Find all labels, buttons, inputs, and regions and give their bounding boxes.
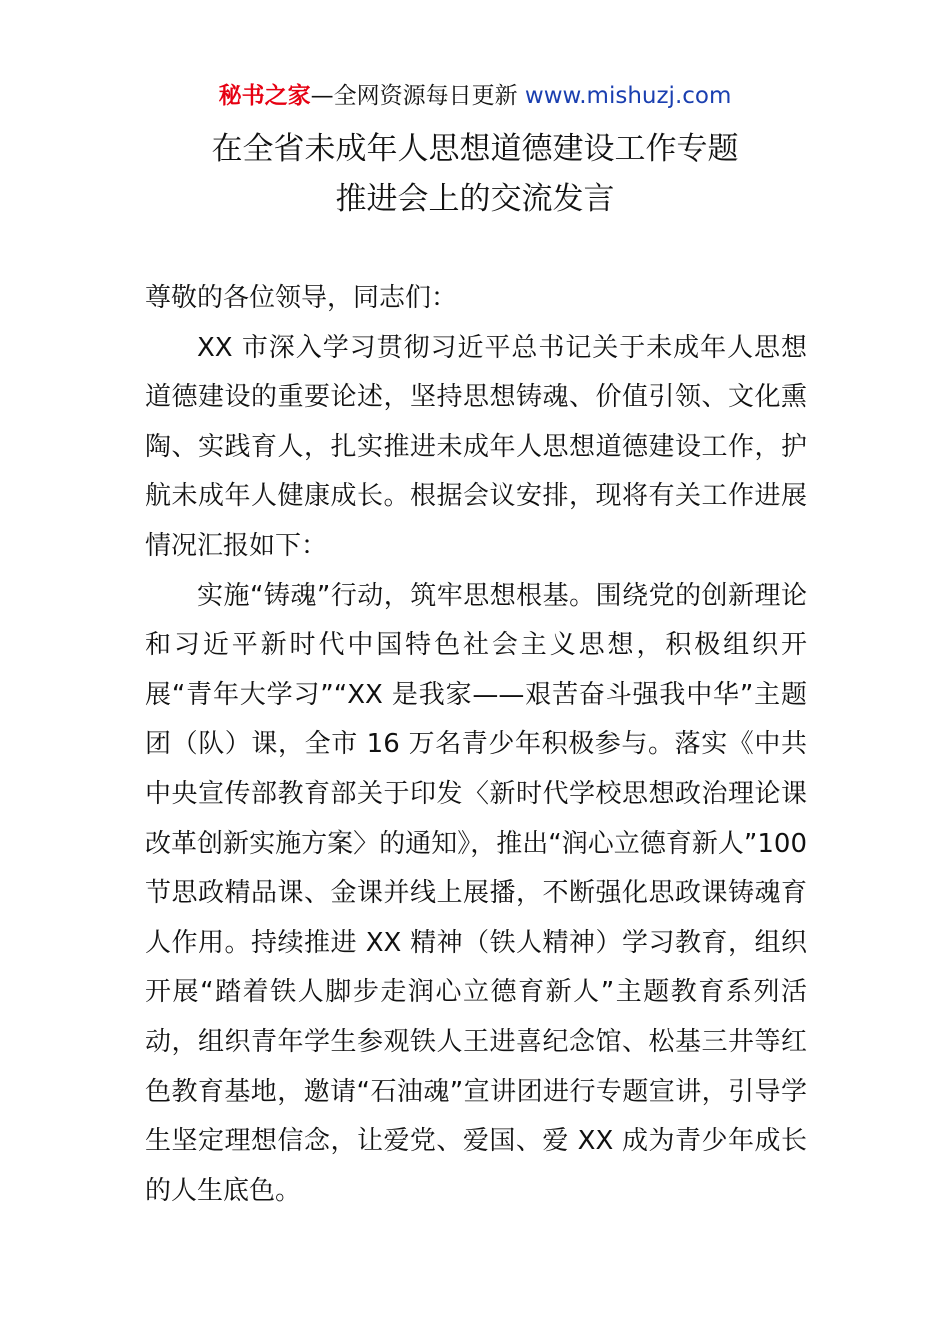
body-paragraph-soul-casting: 实施“铸魂”行动，筑牢思想根基。围绕党的创新理论和习近平新时代中国特色社会主义思想，积极组织开展“青年大学习”“XX 是我家——艰苦奋斗强我中华”主题团（队）课，全市 16 万名青少年积极参与。落实《中共中央宣传部教育部关于印发〈新时代学校思想政治理论课改革创新实施方案〉的通知》，推出“润心立德育新人”100 节思政精品课、金课并线上展播，不断强化思政课铸魂育人作用。持续推进 XX 精神（铁人精神）学习教育，组织开展“踏着铁人脚步走润心立德育新人”主题教育系列活动，组织青年学生参观铁人王进喜纪念馆、松基三井等红色教育基地，邀请“石油魂”宣讲团进行专题宣讲，引导学生坚定理想信念，让爱党、爱国、爱 XX 成为青少年成长的人生底色。	[145, 580, 807, 1206]
site-brand-name: 秘书之家	[218, 83, 311, 109]
document-title-line-2: 推进会上的交流发言	[335, 181, 615, 217]
document-title-line-1: 在全省未成年人思想道德建设工作专题	[211, 131, 739, 167]
salutation: 尊敬的各位领导，同志们：	[145, 283, 458, 313]
body-paragraph-intro: XX 市深入学习贯彻习近平总书记关于未成年人思想道德建设的重要论述，坚持思想铸魂、价值引领、文化熏陶、实践育人，扎实推进未成年人思想道德建设工作，护航未成年人健康成长。根据会议安排，现将有关工作进展情况汇报如下：	[145, 332, 807, 561]
document-body	[145, 274, 807, 1216]
site-tagline: —全网资源每日更新	[310, 83, 525, 109]
document-title	[0, 124, 950, 224]
site-header-banner	[0, 80, 950, 112]
site-url-link[interactable]: www.mishuzj.com	[524, 83, 732, 109]
